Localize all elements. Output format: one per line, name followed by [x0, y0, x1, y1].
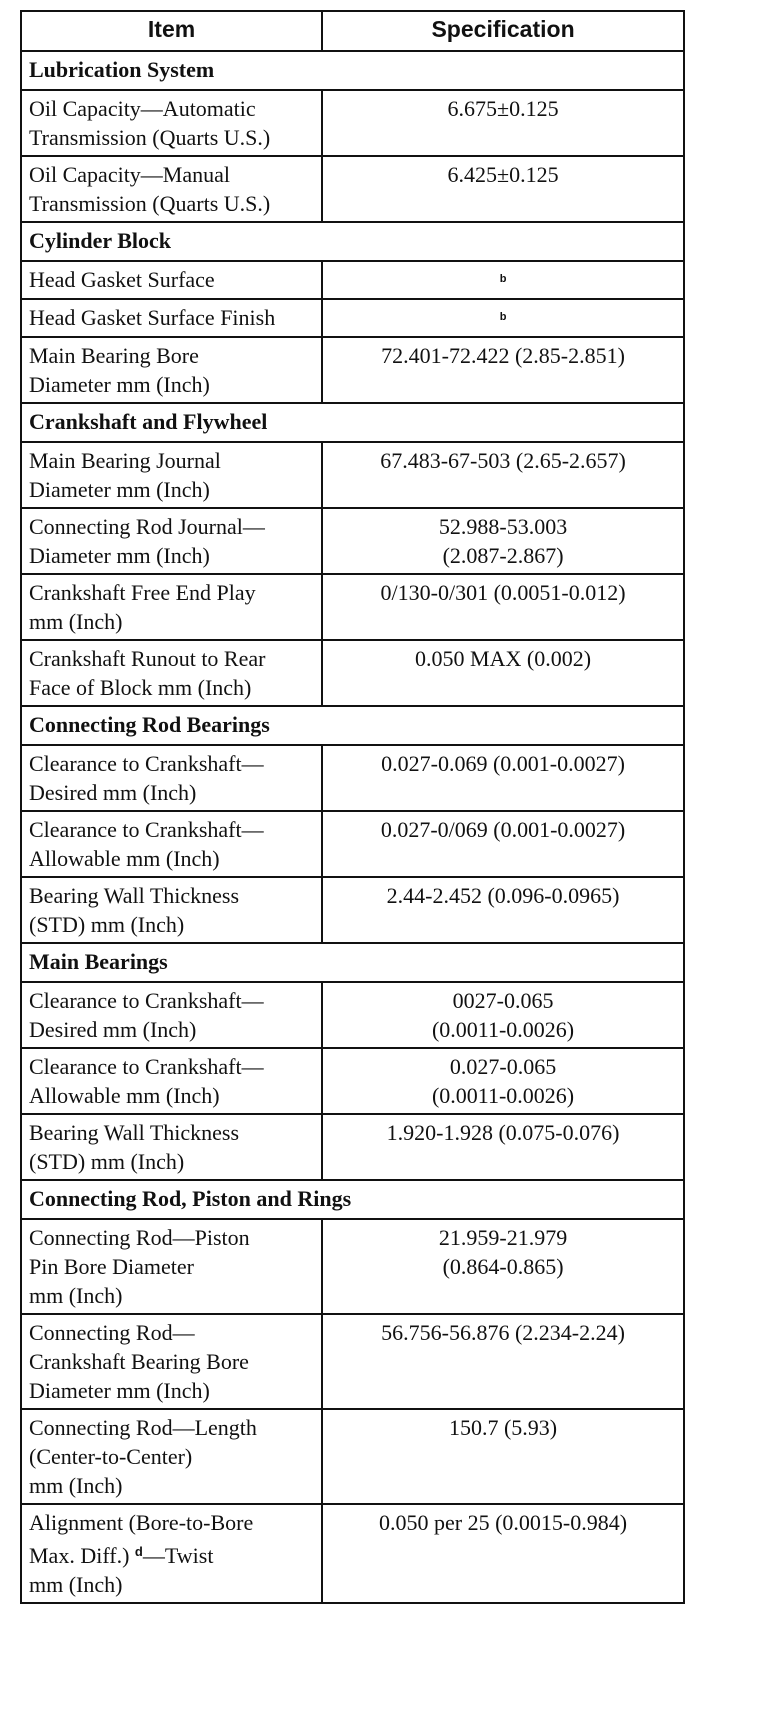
- item-text: mm (Inch): [29, 1473, 123, 1498]
- spec-cell: 72.401-72.422 (2.85-2.851): [322, 337, 684, 403]
- item-text: Crankshaft Bearing Bore: [29, 1349, 249, 1374]
- spec-cell: 150.7 (5.93): [322, 1409, 684, 1504]
- section-title-main-bearings: Main Bearings: [21, 943, 684, 982]
- item-text: Diameter mm (Inch): [29, 1378, 210, 1403]
- footnote-marker: d: [134, 1544, 143, 1559]
- item-cell: [21, 337, 322, 403]
- spec-cell: 6.675±0.125: [322, 90, 684, 156]
- item-text: Main Bearing Journal: [29, 448, 221, 473]
- section-row: [21, 1180, 684, 1219]
- table-row: [21, 508, 684, 574]
- spec-text: 0.027-0.065: [449, 1054, 557, 1079]
- table-row: [21, 299, 684, 337]
- item-cell: [21, 811, 322, 877]
- table-row: [21, 574, 684, 640]
- table-row: [21, 1048, 684, 1114]
- item-text: Transmission (Quarts U.S.): [29, 191, 271, 216]
- section-row: [21, 943, 684, 982]
- item-text: Connecting Rod Journal—: [29, 514, 265, 539]
- spec-cell: 0.050 MAX (0.002): [322, 640, 684, 706]
- item-cell: [21, 640, 322, 706]
- table-row: [21, 982, 684, 1048]
- table-row: [21, 877, 684, 943]
- table-row: [21, 1504, 684, 1603]
- spec-cell: 6.425±0.125: [322, 156, 684, 222]
- item-text: Diameter mm (Inch): [29, 477, 210, 502]
- table-row: [21, 640, 684, 706]
- table-row: [21, 442, 684, 508]
- item-text: (Center-to-Center): [29, 1444, 193, 1469]
- column-header-item: Item: [21, 11, 322, 51]
- item-cell: [21, 982, 322, 1048]
- spec-cell: 2.44-2.452 (0.096-0.0965): [322, 877, 684, 943]
- item-text: Crankshaft Free End Play: [29, 580, 256, 605]
- spec-text: (0.864-0.865): [442, 1254, 564, 1279]
- spec-cell: [322, 261, 684, 299]
- table-header-row: [21, 11, 684, 51]
- spec-cell: 67.483-67-503 (2.65-2.657): [322, 442, 684, 508]
- item-text: Bearing Wall Thickness: [29, 1120, 240, 1145]
- item-cell: Head Gasket Surface Finish: [21, 299, 322, 337]
- item-text: Oil Capacity—Automatic: [29, 96, 256, 121]
- table-row: [21, 261, 684, 299]
- spec-cell: 56.756-56.876 (2.234-2.24): [322, 1314, 684, 1409]
- item-cell: [21, 574, 322, 640]
- item-text: Oil Capacity—Manual: [29, 162, 231, 187]
- section-title-cylinder-block: Cylinder Block: [21, 222, 684, 261]
- item-cell: [21, 1048, 322, 1114]
- item-text: Clearance to Crankshaft—: [29, 751, 264, 776]
- spec-cell: 0.050 per 25 (0.0015-0.984): [322, 1504, 684, 1603]
- item-cell: [21, 1114, 322, 1180]
- column-header-specification: Specification: [322, 11, 684, 51]
- section-row: [21, 222, 684, 261]
- item-cell: [21, 745, 322, 811]
- item-text: Clearance to Crankshaft—: [29, 988, 264, 1013]
- item-text: mm (Inch): [29, 1283, 123, 1308]
- item-text: Transmission (Quarts U.S.): [29, 125, 271, 150]
- item-text: Connecting Rod—Piston: [29, 1225, 250, 1250]
- item-cell: [21, 1219, 322, 1314]
- section-row: [21, 706, 684, 745]
- spec-cell: [322, 1048, 684, 1114]
- item-text: (STD) mm (Inch): [29, 1149, 185, 1174]
- item-cell: [21, 1409, 322, 1504]
- item-text: Diameter mm (Inch): [29, 543, 210, 568]
- item-text: Connecting Rod—: [29, 1320, 195, 1345]
- item-text: Connecting Rod—Length: [29, 1415, 257, 1440]
- table-row: [21, 90, 684, 156]
- spec-cell: [322, 299, 684, 337]
- table-row: [21, 156, 684, 222]
- item-text: Desired mm (Inch): [29, 1017, 197, 1042]
- spec-text: (2.087-2.867): [442, 543, 564, 568]
- item-text: mm (Inch): [29, 1572, 123, 1597]
- item-text: Bearing Wall Thickness: [29, 883, 240, 908]
- item-cell: Head Gasket Surface: [21, 261, 322, 299]
- item-cell: [21, 508, 322, 574]
- item-text: Max. Diff.): [29, 1543, 135, 1568]
- item-cell: [21, 877, 322, 943]
- section-title-rod-piston-rings: Connecting Rod, Piston and Rings: [21, 1180, 684, 1219]
- item-text: (STD) mm (Inch): [29, 912, 185, 937]
- spec-text: 52.988-53.003: [438, 514, 568, 539]
- table-row: [21, 1219, 684, 1314]
- item-text: Clearance to Crankshaft—: [29, 1054, 264, 1079]
- spec-cell: 0.027-0.069 (0.001-0.0027): [322, 745, 684, 811]
- table-row: [21, 811, 684, 877]
- spec-text: 21.959-21.979: [438, 1225, 568, 1250]
- section-row: [21, 403, 684, 442]
- item-text: Pin Bore Diameter: [29, 1254, 194, 1279]
- spec-cell: [322, 1219, 684, 1314]
- section-title-crankshaft: Crankshaft and Flywheel: [21, 403, 684, 442]
- item-text: —Twist: [142, 1543, 214, 1568]
- table-row: [21, 745, 684, 811]
- spec-cell: [322, 508, 684, 574]
- item-text: Clearance to Crankshaft—: [29, 817, 264, 842]
- footnote-marker: b: [499, 311, 507, 323]
- section-row: [21, 51, 684, 90]
- item-cell: [21, 1504, 322, 1603]
- item-cell: [21, 156, 322, 222]
- item-text: Crankshaft Runout to Rear: [29, 646, 266, 671]
- section-title-rod-bearings: Connecting Rod Bearings: [21, 706, 684, 745]
- item-text: Diameter mm (Inch): [29, 372, 210, 397]
- item-text: Desired mm (Inch): [29, 780, 197, 805]
- item-cell: [21, 442, 322, 508]
- spec-cell: 0.027-0/069 (0.001-0.0027): [322, 811, 684, 877]
- spec-cell: 0/130-0/301 (0.0051-0.012): [322, 574, 684, 640]
- spec-text: (0.0011-0.0026): [431, 1083, 575, 1108]
- spec-text: (0.0011-0.0026): [431, 1017, 575, 1042]
- item-text: Allowable mm (Inch): [29, 846, 220, 871]
- footnote-marker: b: [499, 273, 507, 285]
- table-row: [21, 1409, 684, 1504]
- item-text: Allowable mm (Inch): [29, 1083, 220, 1108]
- table-row: [21, 1114, 684, 1180]
- spec-cell: 1.920-1.928 (0.075-0.076): [322, 1114, 684, 1180]
- item-cell: [21, 1314, 322, 1409]
- item-text: Face of Block mm (Inch): [29, 675, 252, 700]
- item-text: Alignment (Bore-to-Bore: [29, 1510, 254, 1535]
- spec-text: 0027-0.065: [452, 988, 554, 1013]
- table-row: [21, 1314, 684, 1409]
- item-text: Main Bearing Bore: [29, 343, 199, 368]
- table-row: [21, 337, 684, 403]
- section-title-lubrication: Lubrication System: [21, 51, 684, 90]
- spec-cell: [322, 982, 684, 1048]
- specification-table: [20, 10, 685, 1604]
- item-cell: [21, 90, 322, 156]
- item-text: mm (Inch): [29, 609, 123, 634]
